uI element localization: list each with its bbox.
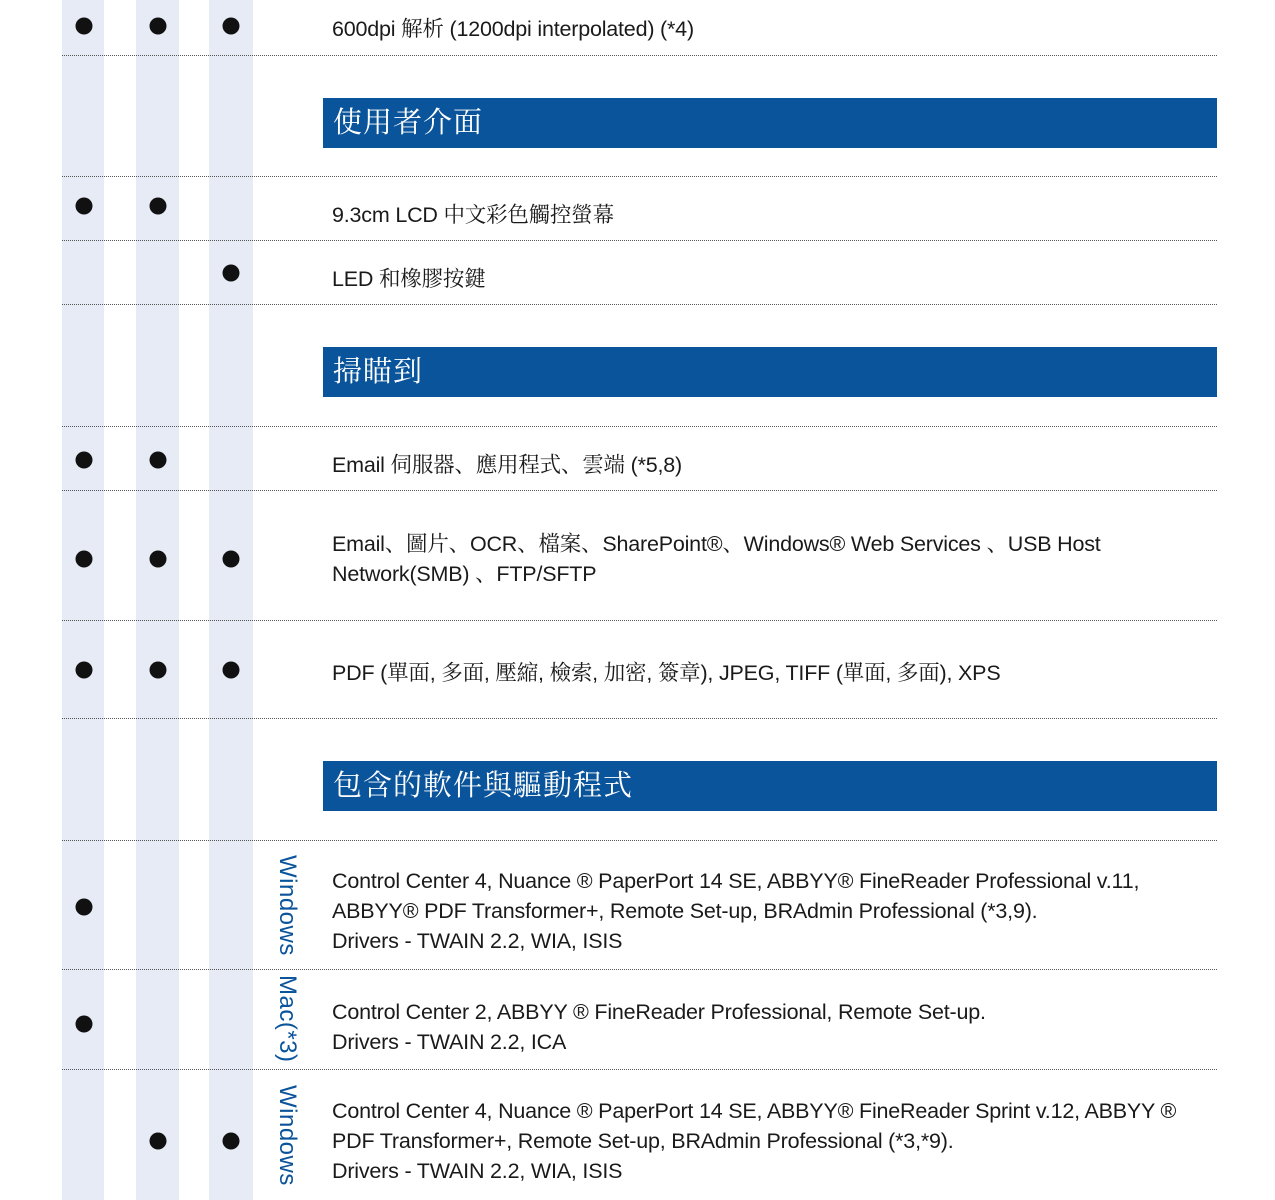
text-line: Drivers - TWAIN 2.2, ICA [332,1030,567,1054]
row-divider [62,240,1217,241]
text-line: Drivers - TWAIN 2.2, WIA, ISIS [332,929,623,953]
section-header-user-interface [323,98,1217,148]
availability-dot [76,1016,93,1033]
availability-dot [76,198,93,215]
availability-dot [223,551,240,568]
section-title: 掃瞄到 [333,356,424,388]
section-header-software [323,761,1217,811]
availability-dot [76,899,93,916]
spec-file-formats: PDF (單面, 多面, 壓縮, 檢索, 加密, 簽章), JPEG, TIFF (單面, 多面), XPS [332,661,1001,685]
text-line: Drivers - TWAIN 2.2, WIA, ISIS [332,1159,623,1183]
text-line: ABBYY® PDF Transformer+, Remote Set-up, BRAdmin Professional (*3,9). [332,899,1038,923]
spec-software-windows-2 [332,1096,1176,1186]
model-column-3 [209,0,253,1200]
text-line: Control Center 4, Nuance ® PaperPort 14 SE, ABBYY® FineReader Sprint v.12, ABBYY ® [332,1099,1177,1123]
row-divider [62,840,1217,841]
availability-dot [150,662,167,679]
spec-software-windows [332,866,1139,956]
availability-dot [223,18,240,35]
row-divider [62,55,1217,56]
os-label-windows: Windows [274,854,301,956]
section-title: 使用者介面 [333,107,484,139]
availability-dot [76,662,93,679]
availability-dot [223,662,240,679]
os-label-windows: Windows [274,1085,301,1186]
row-divider [62,490,1217,491]
spec-resolution: 600dpi 解析 (1200dpi interpolated) (*4) [332,17,694,41]
availability-dot [150,1133,167,1150]
row-divider [62,1069,1217,1070]
section-header-scan-to [323,347,1217,397]
model-column-2 [136,0,179,1200]
row-divider [62,620,1217,621]
availability-dot [223,265,240,282]
availability-dot [150,18,167,35]
availability-dot [223,1133,240,1150]
availability-dot [76,452,93,469]
text-line: Network(SMB) 、FTP/SFTP [332,562,597,586]
text-line: Control Center 4, Nuance ® PaperPort 14 SE, ABBYY® FineReader Professional v.11, [332,869,1140,893]
spec-software-mac [332,997,986,1057]
availability-dot [150,452,167,469]
availability-dot [150,551,167,568]
section-title: 包含的軟件與驅動程式 [333,770,634,802]
row-divider [62,426,1217,427]
row-divider [62,969,1217,970]
spec-lcd: 9.3cm LCD 中文彩色觸控螢幕 [332,203,614,227]
spec-email-server: Email 伺服器、應用程式、雲端 (*5,8) [332,453,682,477]
row-divider [62,718,1217,719]
availability-dot [150,198,167,215]
availability-dot [76,551,93,568]
text-line: PDF Transformer+, Remote Set-up, BRAdmin Professional (*3,*9). [332,1129,954,1153]
text-line: Email、圖片、OCR、檔案、SharePoint®、Windows® Web Services 、USB Host [332,532,1101,556]
text-line: Control Center 2, ABBYY ® FineReader Professional, Remote Set-up. [332,1000,986,1024]
row-divider [62,176,1217,177]
availability-dot [76,18,93,35]
row-divider [62,304,1217,305]
spec-led: LED 和橡膠按鍵 [332,267,486,291]
spec-scan-destinations [332,529,1101,589]
os-label-mac: Mac(*3) [274,975,301,1063]
